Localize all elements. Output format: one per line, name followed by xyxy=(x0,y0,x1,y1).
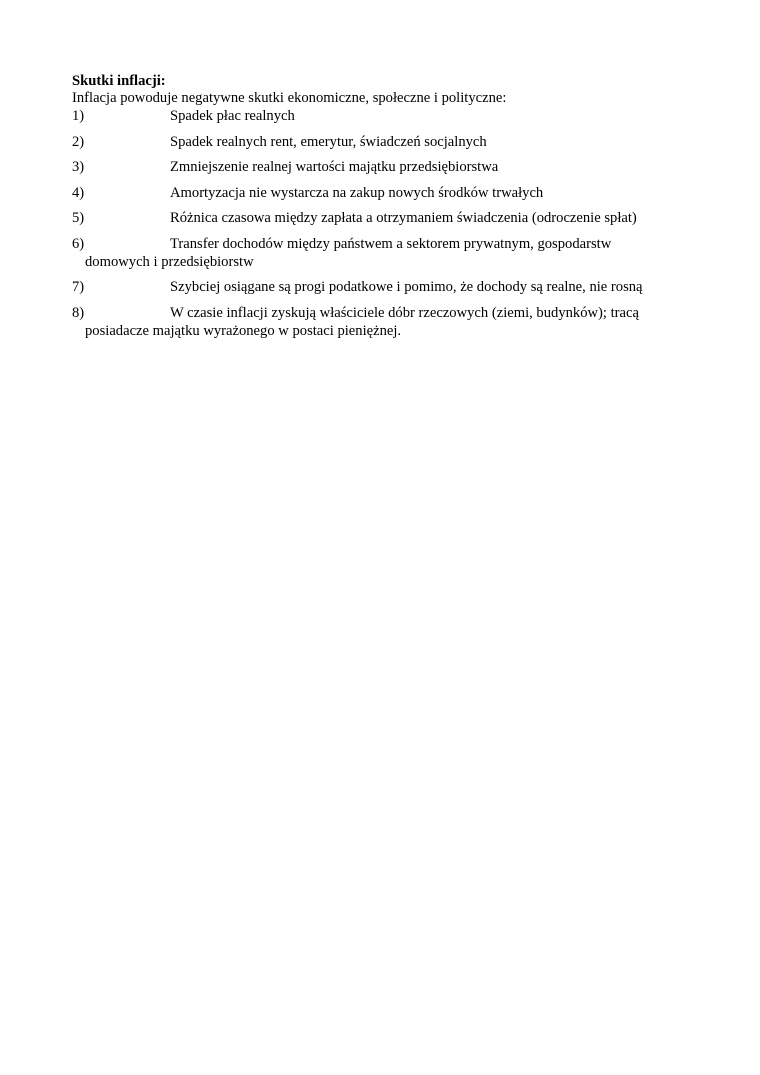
list-item xyxy=(72,107,672,125)
list-item xyxy=(72,235,672,271)
effects-list xyxy=(72,107,672,340)
list-item-text: Transfer dochodów między państwem a sektorem prywatnym, gospodarstw xyxy=(170,235,612,252)
list-item-number: 8) xyxy=(72,304,85,321)
list-item-number: 3) xyxy=(72,159,85,175)
list-item-text: Spadek realnych rent, emerytur, świadczeń socjalnych xyxy=(170,133,487,150)
list-item-text: W czasie inflacji zyskują właściciele dóbr rzeczowych (ziemi, budynków); tracą xyxy=(170,304,639,321)
list-item-number: 2) xyxy=(72,133,85,150)
intro-paragraph: Inflacja powoduje negatywne skutki ekonomiczne, społeczne i polityczne: xyxy=(72,90,507,106)
list-item-text: Amortyzacja nie wystarcza na zakup nowych środków trwałych xyxy=(170,184,544,201)
list-item xyxy=(72,209,672,227)
list-item-text: Zmniejszenie realnej wartości majątku przedsiębiorstwa xyxy=(170,159,499,175)
document-content xyxy=(72,73,672,347)
list-item-text: Szybciej osiągane są progi podatkowe i pomimo, że dochody są realne, nie rosną xyxy=(170,279,643,295)
list-item-continuation: posiadacze majątku wyrażonego w postaci pieniężnej. xyxy=(85,322,402,339)
list-item xyxy=(72,184,672,202)
list-item-number: 1) xyxy=(72,108,85,124)
list-item xyxy=(72,133,672,151)
list-item-number: 4) xyxy=(72,184,85,201)
list-item-number: 7) xyxy=(72,279,85,295)
list-item-text: Spadek płac realnych xyxy=(170,108,295,124)
list-item-text: Różnica czasowa między zapłata a otrzymaniem świadczenia (odroczenie spłat) xyxy=(170,210,637,226)
list-item xyxy=(72,158,672,176)
list-item-continuation: domowych i przedsiębiorstw xyxy=(85,253,254,270)
list-item xyxy=(72,278,672,296)
section-heading: Skutki inflacji: xyxy=(72,73,166,89)
list-item xyxy=(72,304,672,340)
list-item-number: 6) xyxy=(72,235,85,252)
list-item-number: 5) xyxy=(72,210,85,226)
